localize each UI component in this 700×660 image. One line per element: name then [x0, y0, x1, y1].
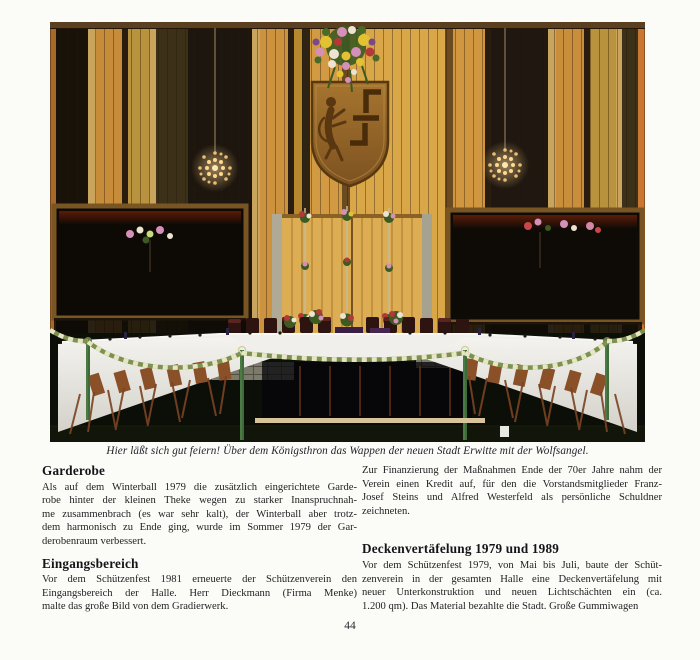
heading-eingangsbereich: Eingangsbereich — [42, 555, 139, 571]
text-line: Eingangsbereich der Halle. Herr Dieckmann (Firma Menke) — [42, 587, 357, 599]
photo-caption: Hier läßt sich gut feiern! Über dem Königsthron das Wappen der neuen Stadt Erwitte mit der Wolfsangel. — [106, 445, 589, 457]
coat-of-arms — [312, 82, 388, 186]
white-card — [500, 426, 509, 437]
text-line: Verein einen Kredit auf, für den die Vorstandsmitglieder Franz- — [362, 478, 662, 490]
text-line: Zur Finanzierung der Maßnahmen Ende der 70er Jahre nahm der — [362, 465, 662, 476]
paragraph-garderobe — [42, 481, 357, 549]
under-table-area — [262, 362, 472, 422]
paragraph-eingangsbereich — [42, 573, 357, 614]
text-line: derobenraum verbessert. — [42, 535, 147, 547]
paragraph-deckenvertaefelung — [362, 559, 662, 613]
text-line: dem harmonisch zu Ende ging, wurde im Sommer 1979 der Gar- — [42, 522, 357, 534]
floor-plank — [255, 418, 485, 423]
paragraph-finanzierung — [362, 464, 662, 518]
text-line: zeichneten. — [362, 505, 410, 517]
left-column — [42, 464, 357, 614]
stage-opening-right — [448, 210, 642, 334]
stage-opening-left — [54, 206, 246, 334]
hall-photo-illustration — [50, 22, 645, 442]
text-line: zenverein in der gesamten Halle eine Deckenvertäfelung mit — [362, 573, 662, 585]
text-line: Josef Steins und Alfred Westerfeld als persönliche Schuldner — [362, 492, 662, 504]
text-line: robe hinter der kleinen Theke wegen zu starker Inanspruchnah- — [42, 495, 357, 507]
right-column — [362, 464, 662, 613]
text-line: Vor dem Schützenfest 1979, von Mai bis Juli, baute der Schüt- — [362, 559, 662, 571]
hall-photograph — [50, 22, 645, 442]
heading-deckenvertaefelung: Deckenvertäfelung 1979 und 1989 — [362, 541, 560, 557]
text-line: neuer Unterkonstruktion und neuen Lichtschächten ein (ca. — [362, 587, 662, 599]
heading-garderobe: Garderobe — [42, 463, 106, 478]
text-line: Als auf dem Winterball 1979 die zusätzlich eingerichtete Garde- — [42, 481, 357, 493]
text-line: me zusammenbrach (es war sehr kalt), der Winterball aber trotz- — [42, 508, 357, 520]
text-line: 1.200 qm). Das Material bezahlte die Stadt. Große Gummiwagen — [362, 600, 639, 612]
text-line: malte das große Bild von dem Gradierwerk. — [42, 601, 229, 613]
text-line: Vor dem Schützenfest 1981 erneuerte der Schützenverein den — [42, 574, 357, 586]
page-number: 44 — [344, 620, 356, 632]
